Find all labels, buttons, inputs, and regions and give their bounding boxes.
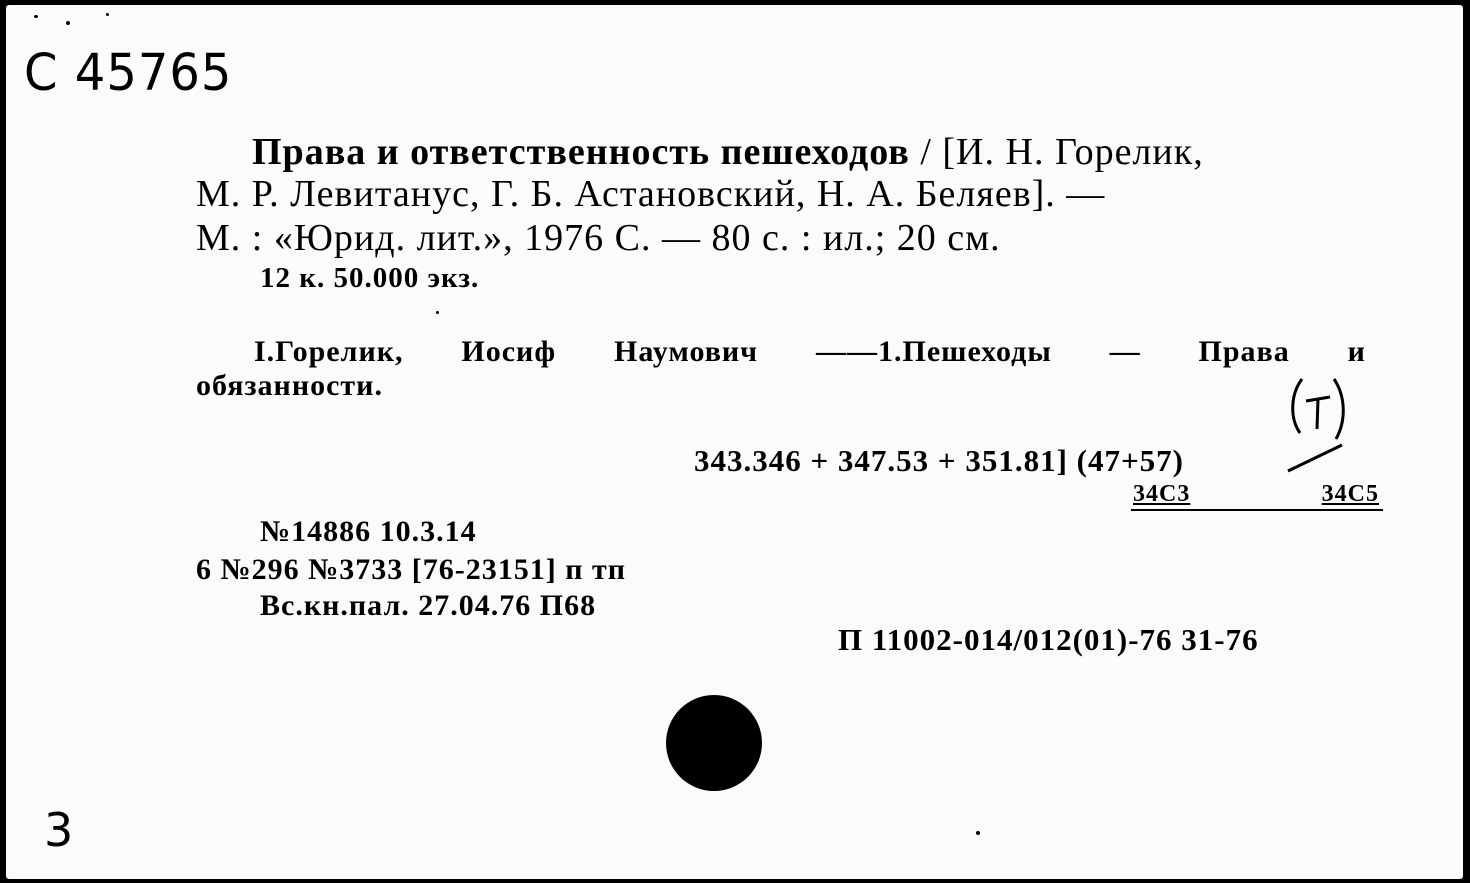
punch-hole [666, 695, 762, 791]
registration-line-2: 6 №296 №3733 [76-23151] п тп [196, 553, 627, 586]
title-line-2: М. Р. Левитанус, Г. Б. Астановский, Н. А. Беляев]. — [196, 173, 1106, 215]
tracing-line-1 [196, 337, 1366, 367]
corner-number: 3 [44, 803, 74, 857]
registration-line-1: №14886 10.3.14 [260, 515, 477, 548]
publisher-code-line: П 11002-014/012(01)-76 31-76 [838, 622, 1259, 657]
speck [66, 21, 70, 25]
catalog-card [6, 5, 1463, 879]
tracing-block [196, 337, 1366, 401]
tracing-line-2: обязанности. [196, 369, 383, 402]
handwritten-t-mark [1284, 375, 1348, 475]
handwritten-mark-text: Т [1284, 375, 1285, 376]
registration-line-3: Вс.кн.пал. 27.04.76 П68 [260, 589, 597, 622]
tracing-word: — [1109, 335, 1141, 368]
speck [34, 15, 38, 18]
title-line-1 [252, 133, 1204, 171]
title-authors-start: / [И. Н. Горелик, [909, 131, 1204, 173]
classification-index: 343.346 + 347.53 + 351.81] (47+57) [694, 443, 1184, 478]
tracing-word: Права [1198, 335, 1290, 368]
subject-code: 34С3 [1133, 481, 1191, 507]
imprint-line: М. : «Юрид. лит.», 1976 С. — 80 с. : ил.; 20 см. [196, 217, 1001, 259]
tracing-word: ——1.Пешеходы [815, 335, 1052, 368]
tracing-word: и [1347, 335, 1366, 368]
book-title: Права и ответственность пешеходов [252, 131, 910, 173]
tracing-word: Иосиф [461, 335, 557, 368]
speck [106, 13, 109, 16]
price-line: 12 к. 50.000 экз. [260, 262, 480, 294]
call-number: С 45765 [24, 43, 233, 103]
subject-codes [1131, 481, 1383, 511]
speck [436, 311, 439, 314]
speck [976, 831, 980, 835]
tracing-word: Наумович [613, 335, 759, 368]
tracing-word: I.Горелик, [254, 335, 404, 368]
subject-code: 34С5 [1321, 481, 1379, 507]
